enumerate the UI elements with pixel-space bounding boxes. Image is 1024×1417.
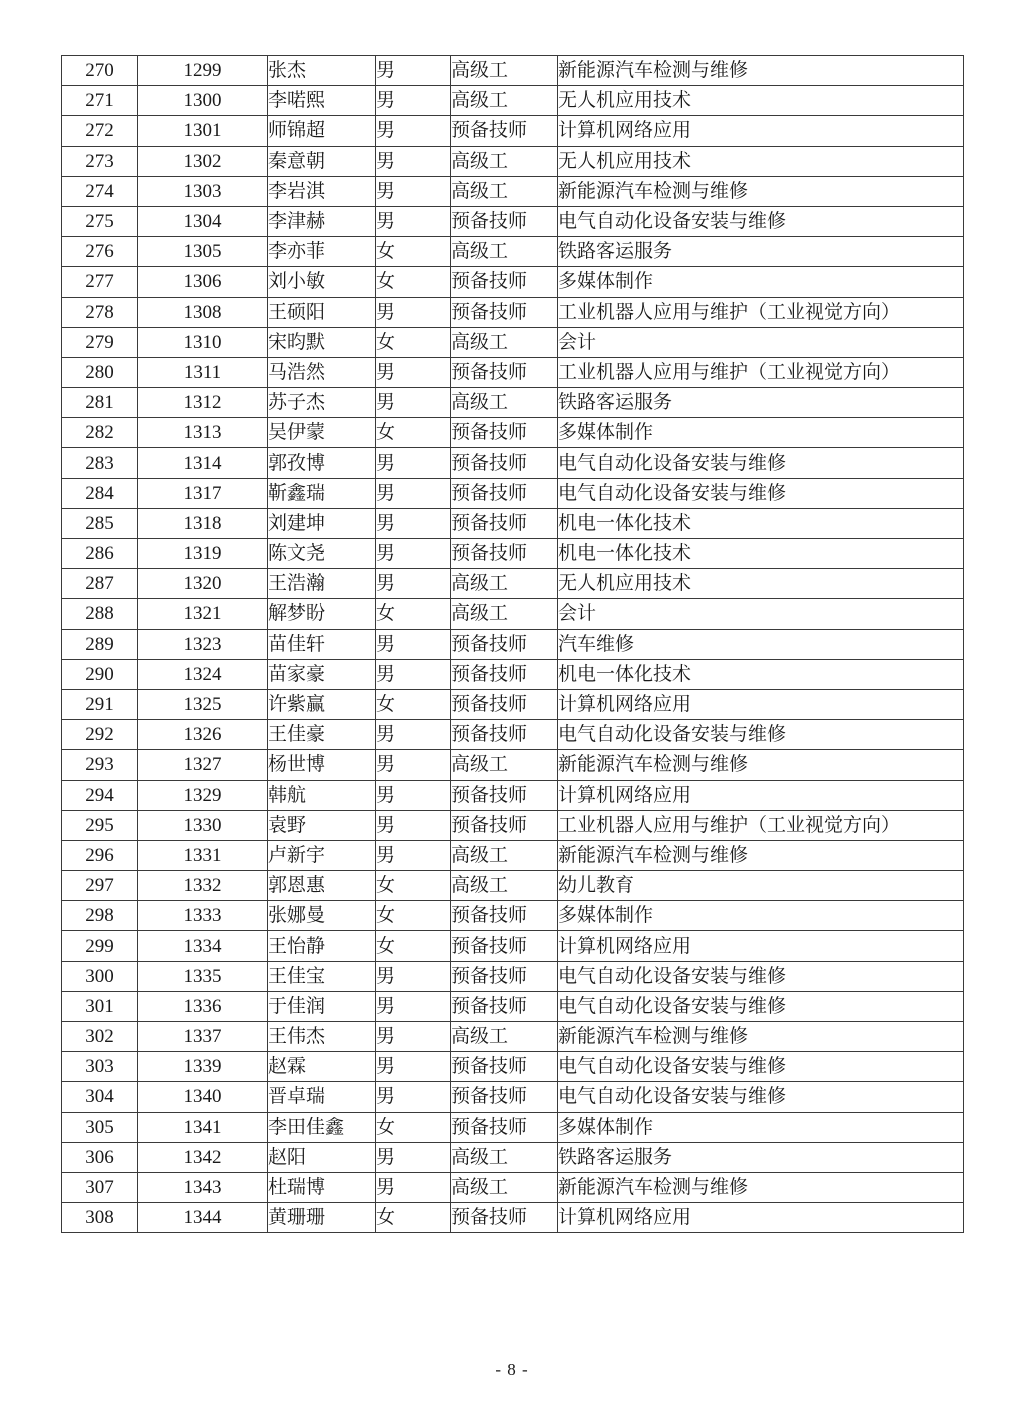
- cell-name: 刘小敏: [268, 267, 376, 297]
- cell-exam-id: 1332: [138, 871, 268, 901]
- cell-index: 305: [62, 1112, 138, 1142]
- cell-level: 高级工: [451, 1172, 558, 1202]
- cell-level: 预备技师: [451, 297, 558, 327]
- cell-exam-id: 1340: [138, 1082, 268, 1112]
- cell-gender: 男: [376, 448, 451, 478]
- cell-gender: 男: [376, 659, 451, 689]
- cell-major: 无人机应用技术: [558, 86, 964, 116]
- cell-major: 新能源汽车检测与维修: [558, 750, 964, 780]
- cell-major: 多媒体制作: [558, 901, 964, 931]
- cell-exam-id: 1342: [138, 1142, 268, 1172]
- table-row: [62, 539, 964, 569]
- cell-gender: 男: [376, 1172, 451, 1202]
- cell-level: 预备技师: [451, 1112, 558, 1142]
- cell-gender: 男: [376, 478, 451, 508]
- cell-level: 预备技师: [451, 1052, 558, 1082]
- cell-name: 秦意朝: [268, 146, 376, 176]
- cell-exam-id: 1329: [138, 780, 268, 810]
- table-row: [62, 56, 964, 86]
- cell-name: 李田佳鑫: [268, 1112, 376, 1142]
- cell-name: 宋昀默: [268, 327, 376, 357]
- cell-major: 机电一体化技术: [558, 659, 964, 689]
- cell-level: 预备技师: [451, 659, 558, 689]
- cell-major: 工业机器人应用与维护（工业视觉方向）: [558, 297, 964, 327]
- table-row: [62, 840, 964, 870]
- cell-index: 270: [62, 56, 138, 86]
- cell-major: 多媒体制作: [558, 1112, 964, 1142]
- cell-exam-id: 1336: [138, 991, 268, 1021]
- cell-index: 301: [62, 991, 138, 1021]
- cell-major: 工业机器人应用与维护（工业视觉方向）: [558, 810, 964, 840]
- cell-index: 281: [62, 388, 138, 418]
- cell-major: 电气自动化设备安装与维修: [558, 720, 964, 750]
- table-row: [62, 267, 964, 297]
- cell-name: 赵霖: [268, 1052, 376, 1082]
- cell-major: 计算机网络应用: [558, 689, 964, 719]
- cell-level: 高级工: [451, 750, 558, 780]
- cell-major: 会计: [558, 599, 964, 629]
- cell-exam-id: 1330: [138, 810, 268, 840]
- cell-level: 高级工: [451, 569, 558, 599]
- cell-index: 275: [62, 206, 138, 236]
- table-row: [62, 116, 964, 146]
- cell-major: 机电一体化技术: [558, 539, 964, 569]
- cell-gender: 男: [376, 56, 451, 86]
- cell-gender: 男: [376, 206, 451, 236]
- cell-gender: 男: [376, 1022, 451, 1052]
- cell-major: 铁路客运服务: [558, 388, 964, 418]
- table-row: [62, 599, 964, 629]
- cell-major: 计算机网络应用: [558, 1203, 964, 1233]
- cell-major: 计算机网络应用: [558, 780, 964, 810]
- table-row: [62, 961, 964, 991]
- table-row: [62, 1172, 964, 1202]
- cell-name: 于佳润: [268, 991, 376, 1021]
- cell-gender: 女: [376, 599, 451, 629]
- cell-gender: 女: [376, 267, 451, 297]
- cell-level: 高级工: [451, 1022, 558, 1052]
- cell-gender: 男: [376, 1052, 451, 1082]
- cell-index: 300: [62, 961, 138, 991]
- cell-index: 282: [62, 418, 138, 448]
- cell-exam-id: 1305: [138, 237, 268, 267]
- cell-level: 预备技师: [451, 689, 558, 719]
- cell-name: 卢新宇: [268, 840, 376, 870]
- cell-index: 302: [62, 1022, 138, 1052]
- roster-table-body: [62, 56, 964, 1233]
- table-row: [62, 871, 964, 901]
- cell-gender: 男: [376, 176, 451, 206]
- cell-name: 郭恩惠: [268, 871, 376, 901]
- cell-exam-id: 1299: [138, 56, 268, 86]
- cell-index: 291: [62, 689, 138, 719]
- cell-gender: 女: [376, 871, 451, 901]
- cell-name: 王佳豪: [268, 720, 376, 750]
- cell-index: 296: [62, 840, 138, 870]
- cell-index: 285: [62, 508, 138, 538]
- table-row: [62, 1082, 964, 1112]
- cell-major: 电气自动化设备安装与维修: [558, 991, 964, 1021]
- cell-level: 预备技师: [451, 116, 558, 146]
- table-row: [62, 810, 964, 840]
- cell-index: 288: [62, 599, 138, 629]
- cell-level: 高级工: [451, 237, 558, 267]
- cell-gender: 男: [376, 629, 451, 659]
- cell-major: 无人机应用技术: [558, 569, 964, 599]
- cell-exam-id: 1301: [138, 116, 268, 146]
- roster-table: [61, 55, 964, 1233]
- table-row: [62, 297, 964, 327]
- cell-index: 295: [62, 810, 138, 840]
- table-row: [62, 1112, 964, 1142]
- cell-level: 高级工: [451, 146, 558, 176]
- cell-level: 预备技师: [451, 961, 558, 991]
- cell-gender: 男: [376, 810, 451, 840]
- cell-gender: 男: [376, 750, 451, 780]
- cell-exam-id: 1303: [138, 176, 268, 206]
- cell-exam-id: 1331: [138, 840, 268, 870]
- cell-gender: 男: [376, 991, 451, 1021]
- cell-name: 赵阳: [268, 1142, 376, 1172]
- cell-name: 张杰: [268, 56, 376, 86]
- cell-exam-id: 1304: [138, 206, 268, 236]
- table-row: [62, 478, 964, 508]
- cell-index: 274: [62, 176, 138, 206]
- cell-level: 预备技师: [451, 629, 558, 659]
- cell-name: 晋卓瑞: [268, 1082, 376, 1112]
- cell-name: 苗佳轩: [268, 629, 376, 659]
- table-row: [62, 508, 964, 538]
- cell-exam-id: 1319: [138, 539, 268, 569]
- cell-index: 297: [62, 871, 138, 901]
- cell-name: 韩航: [268, 780, 376, 810]
- table-row: [62, 1203, 964, 1233]
- cell-index: 287: [62, 569, 138, 599]
- cell-index: 271: [62, 86, 138, 116]
- cell-name: 陈文尧: [268, 539, 376, 569]
- cell-index: 286: [62, 539, 138, 569]
- cell-exam-id: 1324: [138, 659, 268, 689]
- cell-level: 预备技师: [451, 931, 558, 961]
- cell-exam-id: 1334: [138, 931, 268, 961]
- cell-name: 苏子杰: [268, 388, 376, 418]
- cell-major: 新能源汽车检测与维修: [558, 176, 964, 206]
- cell-gender: 男: [376, 86, 451, 116]
- cell-gender: 男: [376, 1082, 451, 1112]
- table-row: [62, 991, 964, 1021]
- cell-level: 预备技师: [451, 1203, 558, 1233]
- cell-exam-id: 1318: [138, 508, 268, 538]
- cell-gender: 男: [376, 720, 451, 750]
- cell-index: 293: [62, 750, 138, 780]
- cell-exam-id: 1317: [138, 478, 268, 508]
- table-row: [62, 1022, 964, 1052]
- cell-exam-id: 1326: [138, 720, 268, 750]
- cell-exam-id: 1300: [138, 86, 268, 116]
- page-number: - 8 -: [495, 1360, 529, 1379]
- cell-name: 李喏熙: [268, 86, 376, 116]
- cell-name: 李津赫: [268, 206, 376, 236]
- cell-name: 杜瑞博: [268, 1172, 376, 1202]
- table-row: [62, 327, 964, 357]
- cell-index: 298: [62, 901, 138, 931]
- cell-exam-id: 1333: [138, 901, 268, 931]
- table-row: [62, 146, 964, 176]
- cell-gender: 女: [376, 327, 451, 357]
- cell-level: 预备技师: [451, 1082, 558, 1112]
- cell-index: 280: [62, 357, 138, 387]
- cell-major: 多媒体制作: [558, 267, 964, 297]
- cell-level: 预备技师: [451, 508, 558, 538]
- cell-level: 预备技师: [451, 448, 558, 478]
- cell-name: 刘建坤: [268, 508, 376, 538]
- cell-index: 273: [62, 146, 138, 176]
- cell-name: 许紫赢: [268, 689, 376, 719]
- cell-index: 292: [62, 720, 138, 750]
- cell-name: 李岩淇: [268, 176, 376, 206]
- cell-index: 278: [62, 297, 138, 327]
- cell-major: 电气自动化设备安装与维修: [558, 478, 964, 508]
- cell-index: 306: [62, 1142, 138, 1172]
- table-row: [62, 750, 964, 780]
- cell-gender: 男: [376, 1142, 451, 1172]
- cell-level: 预备技师: [451, 478, 558, 508]
- cell-name: 郭孜博: [268, 448, 376, 478]
- cell-name: 马浩然: [268, 357, 376, 387]
- cell-level: 预备技师: [451, 901, 558, 931]
- cell-major: 多媒体制作: [558, 418, 964, 448]
- cell-major: 新能源汽车检测与维修: [558, 840, 964, 870]
- cell-gender: 女: [376, 418, 451, 448]
- cell-major: 新能源汽车检测与维修: [558, 1022, 964, 1052]
- table-row: [62, 780, 964, 810]
- cell-name: 吴伊蒙: [268, 418, 376, 448]
- cell-level: 预备技师: [451, 267, 558, 297]
- cell-name: 杨世博: [268, 750, 376, 780]
- cell-level: 高级工: [451, 56, 558, 86]
- cell-name: 解梦盼: [268, 599, 376, 629]
- table-row: [62, 86, 964, 116]
- table-row: [62, 388, 964, 418]
- cell-name: 李亦菲: [268, 237, 376, 267]
- cell-level: 高级工: [451, 388, 558, 418]
- cell-name: 王伟杰: [268, 1022, 376, 1052]
- cell-level: 预备技师: [451, 780, 558, 810]
- cell-index: 279: [62, 327, 138, 357]
- cell-level: 高级工: [451, 86, 558, 116]
- cell-index: 299: [62, 931, 138, 961]
- cell-gender: 男: [376, 840, 451, 870]
- cell-name: 袁野: [268, 810, 376, 840]
- cell-name: 靳鑫瑞: [268, 478, 376, 508]
- cell-gender: 男: [376, 388, 451, 418]
- cell-level: 预备技师: [451, 810, 558, 840]
- cell-gender: 女: [376, 689, 451, 719]
- cell-level: 高级工: [451, 599, 558, 629]
- table-row: [62, 629, 964, 659]
- cell-index: 272: [62, 116, 138, 146]
- cell-level: 预备技师: [451, 206, 558, 236]
- cell-exam-id: 1321: [138, 599, 268, 629]
- cell-exam-id: 1343: [138, 1172, 268, 1202]
- cell-gender: 女: [376, 931, 451, 961]
- cell-major: 电气自动化设备安装与维修: [558, 448, 964, 478]
- table-row: [62, 569, 964, 599]
- cell-exam-id: 1312: [138, 388, 268, 418]
- cell-exam-id: 1302: [138, 146, 268, 176]
- cell-level: 预备技师: [451, 720, 558, 750]
- cell-name: 苗家豪: [268, 659, 376, 689]
- cell-major: 铁路客运服务: [558, 237, 964, 267]
- cell-major: 新能源汽车检测与维修: [558, 56, 964, 86]
- cell-gender: 男: [376, 297, 451, 327]
- cell-exam-id: 1314: [138, 448, 268, 478]
- table-row: [62, 720, 964, 750]
- cell-exam-id: 1327: [138, 750, 268, 780]
- table-row: [62, 1052, 964, 1082]
- cell-major: 汽车维修: [558, 629, 964, 659]
- cell-major: 工业机器人应用与维护（工业视觉方向）: [558, 357, 964, 387]
- cell-major: 电气自动化设备安装与维修: [558, 961, 964, 991]
- table-row: [62, 1142, 964, 1172]
- cell-gender: 男: [376, 539, 451, 569]
- cell-gender: 男: [376, 116, 451, 146]
- cell-major: 电气自动化设备安装与维修: [558, 1052, 964, 1082]
- cell-level: 高级工: [451, 871, 558, 901]
- cell-gender: 女: [376, 901, 451, 931]
- table-row: [62, 689, 964, 719]
- cell-level: 预备技师: [451, 539, 558, 569]
- cell-gender: 女: [376, 1203, 451, 1233]
- cell-level: 预备技师: [451, 418, 558, 448]
- cell-index: 289: [62, 629, 138, 659]
- cell-level: 预备技师: [451, 991, 558, 1021]
- cell-major: 计算机网络应用: [558, 931, 964, 961]
- cell-major: 会计: [558, 327, 964, 357]
- cell-major: 机电一体化技术: [558, 508, 964, 538]
- cell-index: 284: [62, 478, 138, 508]
- cell-major: 无人机应用技术: [558, 146, 964, 176]
- cell-level: 高级工: [451, 176, 558, 206]
- cell-gender: 男: [376, 508, 451, 538]
- cell-level: 高级工: [451, 1142, 558, 1172]
- cell-name: 王硕阳: [268, 297, 376, 327]
- cell-gender: 男: [376, 569, 451, 599]
- cell-exam-id: 1335: [138, 961, 268, 991]
- cell-index: 277: [62, 267, 138, 297]
- cell-name: 王浩瀚: [268, 569, 376, 599]
- table-row: [62, 237, 964, 267]
- cell-index: 283: [62, 448, 138, 478]
- cell-major: 电气自动化设备安装与维修: [558, 1082, 964, 1112]
- cell-major: 幼儿教育: [558, 871, 964, 901]
- cell-gender: 男: [376, 357, 451, 387]
- cell-major: 计算机网络应用: [558, 116, 964, 146]
- cell-exam-id: 1313: [138, 418, 268, 448]
- table-row: [62, 448, 964, 478]
- table-row: [62, 418, 964, 448]
- cell-exam-id: 1339: [138, 1052, 268, 1082]
- cell-exam-id: 1311: [138, 357, 268, 387]
- cell-major: 电气自动化设备安装与维修: [558, 206, 964, 236]
- cell-major: 铁路客运服务: [558, 1142, 964, 1172]
- table-row: [62, 357, 964, 387]
- cell-gender: 男: [376, 961, 451, 991]
- cell-gender: 男: [376, 780, 451, 810]
- cell-exam-id: 1325: [138, 689, 268, 719]
- cell-index: 308: [62, 1203, 138, 1233]
- cell-exam-id: 1320: [138, 569, 268, 599]
- cell-exam-id: 1337: [138, 1022, 268, 1052]
- cell-name: 王怡静: [268, 931, 376, 961]
- cell-index: 307: [62, 1172, 138, 1202]
- cell-name: 张娜曼: [268, 901, 376, 931]
- cell-name: 王佳宝: [268, 961, 376, 991]
- cell-index: 304: [62, 1082, 138, 1112]
- cell-gender: 女: [376, 237, 451, 267]
- cell-index: 290: [62, 659, 138, 689]
- cell-name: 黄珊珊: [268, 1203, 376, 1233]
- cell-gender: 男: [376, 146, 451, 176]
- cell-level: 高级工: [451, 840, 558, 870]
- table-row: [62, 176, 964, 206]
- table-row: [62, 659, 964, 689]
- cell-exam-id: 1308: [138, 297, 268, 327]
- cell-index: 276: [62, 237, 138, 267]
- cell-index: 303: [62, 1052, 138, 1082]
- table-row: [62, 901, 964, 931]
- table-row: [62, 206, 964, 236]
- cell-exam-id: 1344: [138, 1203, 268, 1233]
- cell-exam-id: 1306: [138, 267, 268, 297]
- cell-exam-id: 1341: [138, 1112, 268, 1142]
- cell-index: 294: [62, 780, 138, 810]
- table-row: [62, 931, 964, 961]
- cell-level: 高级工: [451, 327, 558, 357]
- cell-name: 师锦超: [268, 116, 376, 146]
- cell-major: 新能源汽车检测与维修: [558, 1172, 964, 1202]
- cell-gender: 女: [376, 1112, 451, 1142]
- cell-exam-id: 1310: [138, 327, 268, 357]
- cell-level: 预备技师: [451, 357, 558, 387]
- cell-exam-id: 1323: [138, 629, 268, 659]
